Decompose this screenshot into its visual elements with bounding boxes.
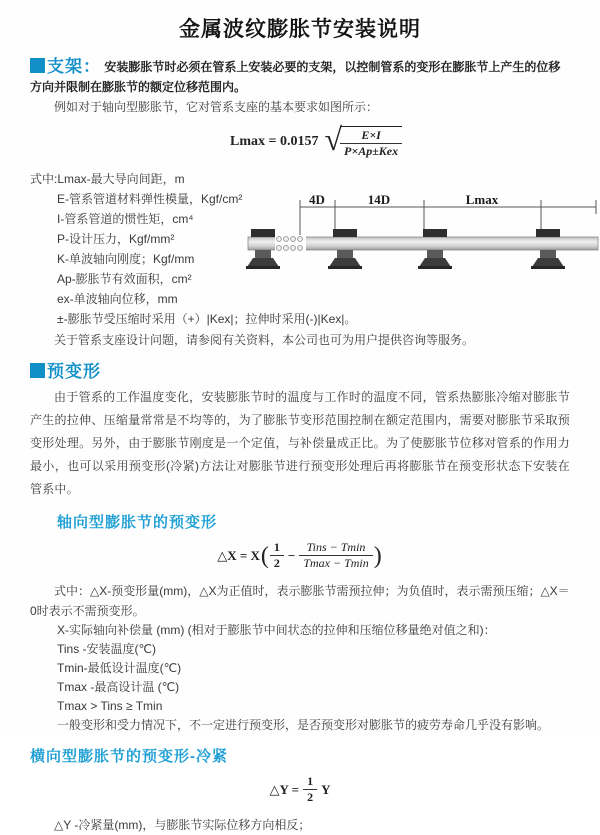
half-denominator: 2 bbox=[307, 790, 314, 804]
axial-var-line: X-实际轴向补偿量 (mm) (相对于膨胀节中间状态的拉伸和压缩位移量绝对值之和)： bbox=[57, 623, 496, 637]
lateral-note: △Y -冷紧量(mm)，与膨胀节实际位移方向相反； bbox=[54, 818, 311, 832]
support-spacing-diagram bbox=[248, 193, 598, 285]
bellows bbox=[275, 236, 306, 252]
half-numerator: 1 bbox=[303, 774, 317, 790]
axial-var-line: Tmin-最低设计温度(℃) bbox=[57, 661, 182, 675]
lateral-formula-lhs: △Y = bbox=[269, 781, 300, 797]
support-section bbox=[30, 57, 570, 97]
diagram-svg bbox=[248, 193, 598, 285]
dim-label-4d: 4D bbox=[309, 192, 325, 207]
axial-var-line: Tins -安装温度(℃) bbox=[57, 642, 157, 656]
definition-line: E-管系管道材料弹性模量，Kgf/cm² bbox=[57, 192, 243, 206]
one-half-fraction bbox=[303, 774, 317, 805]
axial-subheader: 轴向型膨胀节的预变形 bbox=[57, 514, 218, 531]
temperature-fraction bbox=[299, 540, 372, 571]
lmax-formula-numerator: E×I bbox=[340, 128, 402, 144]
dim-label-lmax: Lmax bbox=[465, 192, 499, 207]
half-numerator: 1 bbox=[270, 540, 284, 556]
definition-line: K-单波轴向刚度；Kgf/mm bbox=[57, 252, 195, 266]
lmax-formula-fraction bbox=[340, 126, 402, 159]
lateral-formula-rhs: Y bbox=[321, 781, 331, 797]
support-section-header: 支架： bbox=[47, 57, 101, 76]
temp-denominator: Tmax − Tmin bbox=[303, 556, 369, 570]
right-paren: ) bbox=[373, 542, 382, 569]
sqrt-radical-icon: √ bbox=[324, 121, 343, 157]
lmax-formula bbox=[230, 123, 570, 161]
section-bullet-icon bbox=[30, 363, 45, 378]
definition-line: 式中:Lmax-最大导向间距，m bbox=[30, 172, 185, 186]
axial-where-text: 式中：△X-预变形量(mm)，△X为正值时，表示膨胀节需预拉伸；为负值时，表示需预压缩；△X＝0时表示不需预变形。 bbox=[30, 584, 570, 618]
support-intro-text: 安装膨胀节时必须在管系上安装必要的支架，以控制管系的变形在膨胀节上产生的位移方向并限制在膨胀节的额定位移范围内。 bbox=[30, 60, 561, 94]
lateral-subheader: 横向型膨胀节的预变形-冷紧 bbox=[30, 748, 228, 765]
page-title: 金属波纹膨胀节安装说明 bbox=[179, 18, 421, 41]
predeform-section-header: 预变形 bbox=[47, 362, 101, 381]
temp-numerator: Tins − Tmin bbox=[299, 540, 372, 556]
definition-line: I-管系管道的惯性矩，cm⁴ bbox=[57, 212, 194, 226]
lmax-formula-lhs: Lmax = 0.0157 bbox=[230, 134, 319, 149]
section-bullet-icon bbox=[30, 58, 45, 73]
one-half-fraction bbox=[270, 540, 284, 571]
predeform-paragraph: 由于管系的工作温度变化，安装膨胀节时的温度与工作时的温度不同，管系热膨胀冷缩对膨胀节产生的拉伸、压缩量常常是不均等的，为了膨胀节变形范围控制在额定范围内，需要对膨胀节采取预变形处理。另外，由于膨胀节刚度是一个定值，与补偿量成正比。为了使膨胀节位移对管系的作用力最小，也可以采用预变形(冷紧)方法让对膨胀节进行预变形处理后再将膨胀节在预变形状态下安装在管系中。 bbox=[30, 390, 570, 496]
support-example-text: 例如对于轴向型膨胀节，它对管系支座的基本要求如图所示： bbox=[54, 100, 379, 114]
definition-line: ±-膨胀节受压缩时采用（+）|Kex|；拉伸时采用(-)|Kex|。 bbox=[57, 312, 357, 326]
axial-var-line: Tmax -最高设计温 (℃) bbox=[57, 680, 180, 694]
axial-var-line: Tmax > Tins ≥ Tmin bbox=[57, 699, 163, 713]
minus-sign: − bbox=[287, 547, 296, 563]
lateral-formula bbox=[30, 774, 570, 805]
axial-note-line: 一般变形和受力情况下，不一定进行预变形，是否预变形对膨胀节的疲劳寿命几乎没有影响。 bbox=[57, 718, 550, 732]
definition-line: P-设计压力，Kgf/mm² bbox=[57, 232, 175, 246]
definition-line: Ap-膨胀节有效面积，cm² bbox=[57, 272, 192, 286]
lmax-formula-denominator: P×Ap±Kex bbox=[344, 143, 399, 158]
predeform-section bbox=[30, 362, 570, 382]
left-paren: ( bbox=[260, 542, 269, 569]
half-denominator: 2 bbox=[273, 556, 280, 570]
definition-line: ex-单波轴向位移，mm bbox=[57, 292, 178, 306]
consult-note: 关于管系支座设计问题，请参阅有关资料，本公司也可为用户提供咨询等服务。 bbox=[54, 333, 475, 347]
axial-formula bbox=[30, 540, 570, 571]
axial-formula-lhs: △X = X bbox=[217, 547, 260, 563]
dim-label-14d: 14D bbox=[367, 192, 391, 207]
